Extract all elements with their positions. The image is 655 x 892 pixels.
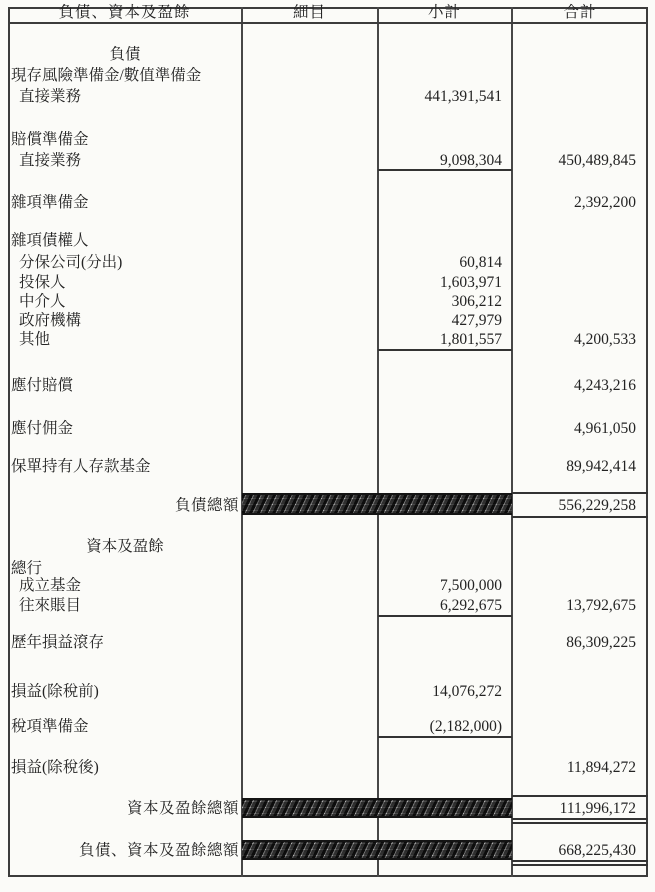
table-row <box>0 633 655 652</box>
table-row <box>0 419 655 438</box>
subtotal-value: 1,603,971 <box>440 274 502 291</box>
total-value: 11,894,272 <box>566 759 636 776</box>
table-row <box>0 311 655 330</box>
table-row <box>0 457 655 476</box>
subtotal-rule <box>378 349 512 351</box>
table-row <box>0 596 655 615</box>
row-label: 往來賬目 <box>19 597 82 614</box>
total-value: 111,996,172 <box>559 800 636 817</box>
total-rule <box>512 492 648 494</box>
total-value: 556,229,258 <box>558 497 636 514</box>
row-label: 投保人 <box>19 274 66 291</box>
total-rule <box>512 822 648 824</box>
table-row <box>0 231 655 250</box>
subtotal-value: 441,391,541 <box>424 88 502 105</box>
table-row <box>0 576 655 595</box>
table-row <box>0 253 655 272</box>
subtotal-rule <box>378 736 512 738</box>
row-label: 保單持有人存款基金 <box>11 458 151 475</box>
table-row <box>0 537 655 556</box>
table-row <box>0 758 655 777</box>
table-row <box>0 130 655 149</box>
row-label: 政府機構 <box>19 312 82 329</box>
row-label: 雜項債權人 <box>11 232 89 249</box>
total-value: 13,792,675 <box>566 597 636 614</box>
table-row <box>0 66 655 85</box>
section-heading: 負債 <box>109 46 141 63</box>
total-value: 86,309,225 <box>566 634 636 651</box>
subtotal-value: 306,212 <box>451 293 502 310</box>
table-row <box>0 273 655 292</box>
table-row <box>0 841 655 860</box>
header-rule <box>8 22 648 24</box>
column-header-detail: 細目 <box>292 4 326 21</box>
row-label: 損益(除稅前) <box>11 683 99 700</box>
table-row <box>0 330 655 349</box>
table-row <box>0 682 655 701</box>
total-value: 4,200,533 <box>574 331 636 348</box>
total-value: 4,243,216 <box>574 377 636 394</box>
total-rule <box>512 818 648 820</box>
row-label: 其他 <box>19 331 51 348</box>
row-label: 稅項準備金 <box>11 718 89 735</box>
subtotal-value: 427,979 <box>451 312 502 329</box>
section-heading: 資本及盈餘 <box>86 538 164 555</box>
row-label: 歷年損益滾存 <box>11 634 105 651</box>
subtotal-rule <box>378 169 512 171</box>
row-label: 應付佣金 <box>11 420 74 437</box>
row-label: 分保公司(分出) <box>19 254 123 271</box>
subtotal-value: 60,814 <box>459 254 502 271</box>
row-label: 中介人 <box>19 293 66 310</box>
column-header-subtotal: 小計 <box>427 4 461 21</box>
row-label: 損益(除稅後) <box>11 759 99 776</box>
total-value: 2,392,200 <box>574 194 636 211</box>
total-rule <box>512 860 648 862</box>
subtotal-value: 1,801,557 <box>440 331 502 348</box>
subtotal-rule <box>378 615 512 617</box>
subtotal-value: 9,098,304 <box>440 152 502 169</box>
total-rule <box>512 516 648 518</box>
subtotal-value: 6,292,675 <box>440 597 502 614</box>
total-value: 668,225,430 <box>558 842 636 859</box>
table-row <box>0 87 655 106</box>
row-label: 賠償準備金 <box>11 131 89 148</box>
table-row <box>0 496 655 515</box>
row-label: 現存風險準備金/數值準備金 <box>11 67 202 84</box>
row-label: 成立基金 <box>19 577 82 594</box>
column-header-accounts: 負債、資本及盈餘 <box>58 4 191 21</box>
row-label: 總行 <box>11 560 43 577</box>
total-value: 450,489,845 <box>558 152 636 169</box>
table-row <box>0 193 655 212</box>
table-row <box>0 376 655 395</box>
table-row <box>0 292 655 311</box>
row-label: 應付賠償 <box>11 377 74 394</box>
subtotal-value: (2,182,000) <box>429 718 502 735</box>
total-row-label: 負債總額 <box>174 497 239 514</box>
row-label: 直接業務 <box>19 88 82 105</box>
total-row-label: 負債、資本及盈餘總額 <box>78 842 239 859</box>
total-rule <box>512 864 648 866</box>
table-row <box>0 151 655 170</box>
table-row <box>0 45 655 64</box>
total-rule <box>512 795 648 797</box>
total-value: 89,942,414 <box>566 458 636 475</box>
total-value: 4,961,050 <box>574 420 636 437</box>
total-row-label: 資本及盈餘總額 <box>126 800 239 817</box>
column-header-total: 合計 <box>563 4 597 21</box>
subtotal-value: 14,076,272 <box>432 683 502 700</box>
row-label: 直接業務 <box>19 152 82 169</box>
table-row <box>0 799 655 818</box>
table-row <box>0 717 655 736</box>
row-label: 雜項準備金 <box>11 194 89 211</box>
subtotal-value: 7,500,000 <box>440 577 502 594</box>
